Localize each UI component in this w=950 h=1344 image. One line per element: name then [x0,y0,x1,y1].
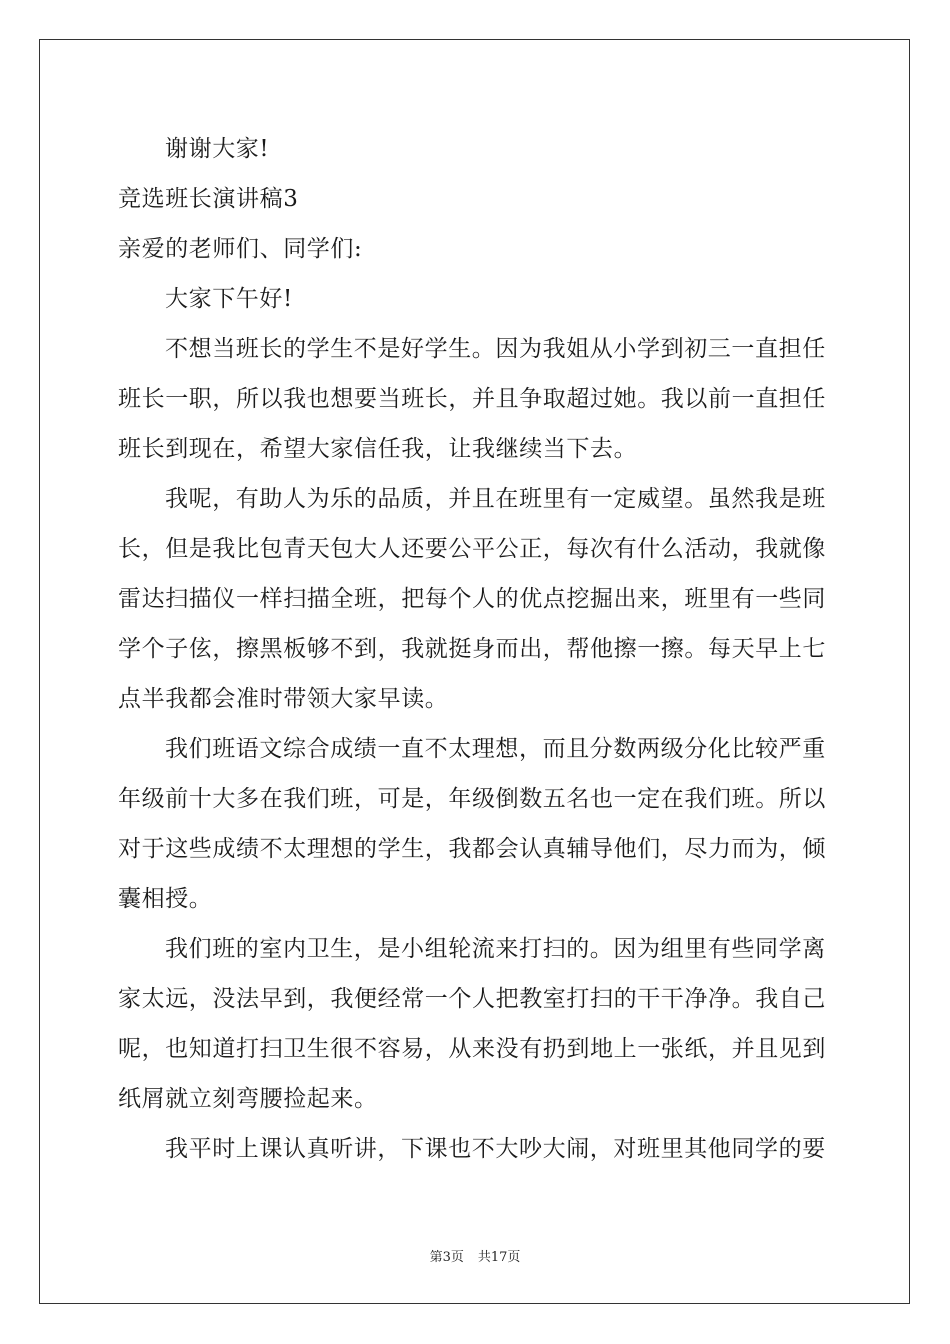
text-line: 点半我都会准时带领大家早读。 [118,686,449,712]
page-footer [0,1246,950,1265]
text-line: 长，但是我比包青天包大人还要公平公正，每次有什么活动，我就像 [118,536,826,562]
page-number: 第3页 [429,1250,464,1265]
greeting: 大家下午好! [165,286,293,312]
page-border [39,39,910,1304]
salutation: 亲爱的老师们、同学们: [118,236,363,262]
text-line: 班长到现在，希望大家信任我，让我继续当下去。 [118,436,638,462]
text-line: 我们班的室内卫生，是小组轮流来打扫的。因为组里有些同学离 [165,936,826,962]
text-line: 纸屑就立刻弯腰捡起来。 [118,1086,378,1112]
total-pages: 共17页 [477,1250,521,1265]
text-line: 班长一职，所以我也想要当班长，并且争取超过她。我以前一直担任 [118,386,826,412]
text-line: 学个子伭，擦黑板够不到，我就挺身而出，帮他擦一擦。每天早上七 [118,636,826,662]
text-line: 我平时上课认真听讲，下课也不大吵大闹，对班里其他同学的要 [165,1136,826,1162]
text-line: 雷达扫描仪一样扫描全班，把每个人的优点挖掘出来，班里有一些同 [118,586,826,612]
text-line: 囊相授。 [118,886,213,912]
closing-line: 谢谢大家! [165,136,270,162]
section-title: 竞选班长演讲稿3 [118,186,299,212]
text-line: 我呢，有助人为乐的品质，并且在班里有一定威望。虽然我是班 [165,486,826,512]
text-line: 不想当班长的学生不是好学生。因为我姐从小学到初三一直担任 [165,336,826,362]
text-line: 呢，也知道打扫卫生很不容易，从来没有扔到地上一张纸，并且见到 [118,1036,826,1062]
text-line: 家太远，没法早到，我便经常一个人把教室打扫的干干净净。我自己 [118,986,826,1012]
text-line: 年级前十大多在我们班，可是，年级倒数五名也一定在我们班。所以 [118,786,826,812]
text-line: 我们班语文综合成绩一直不太理想，而且分数两级分化比较严重 [165,736,826,762]
text-line: 对于这些成绩不太理想的学生，我都会认真辅导他们，尽力而为，倾 [118,836,826,862]
